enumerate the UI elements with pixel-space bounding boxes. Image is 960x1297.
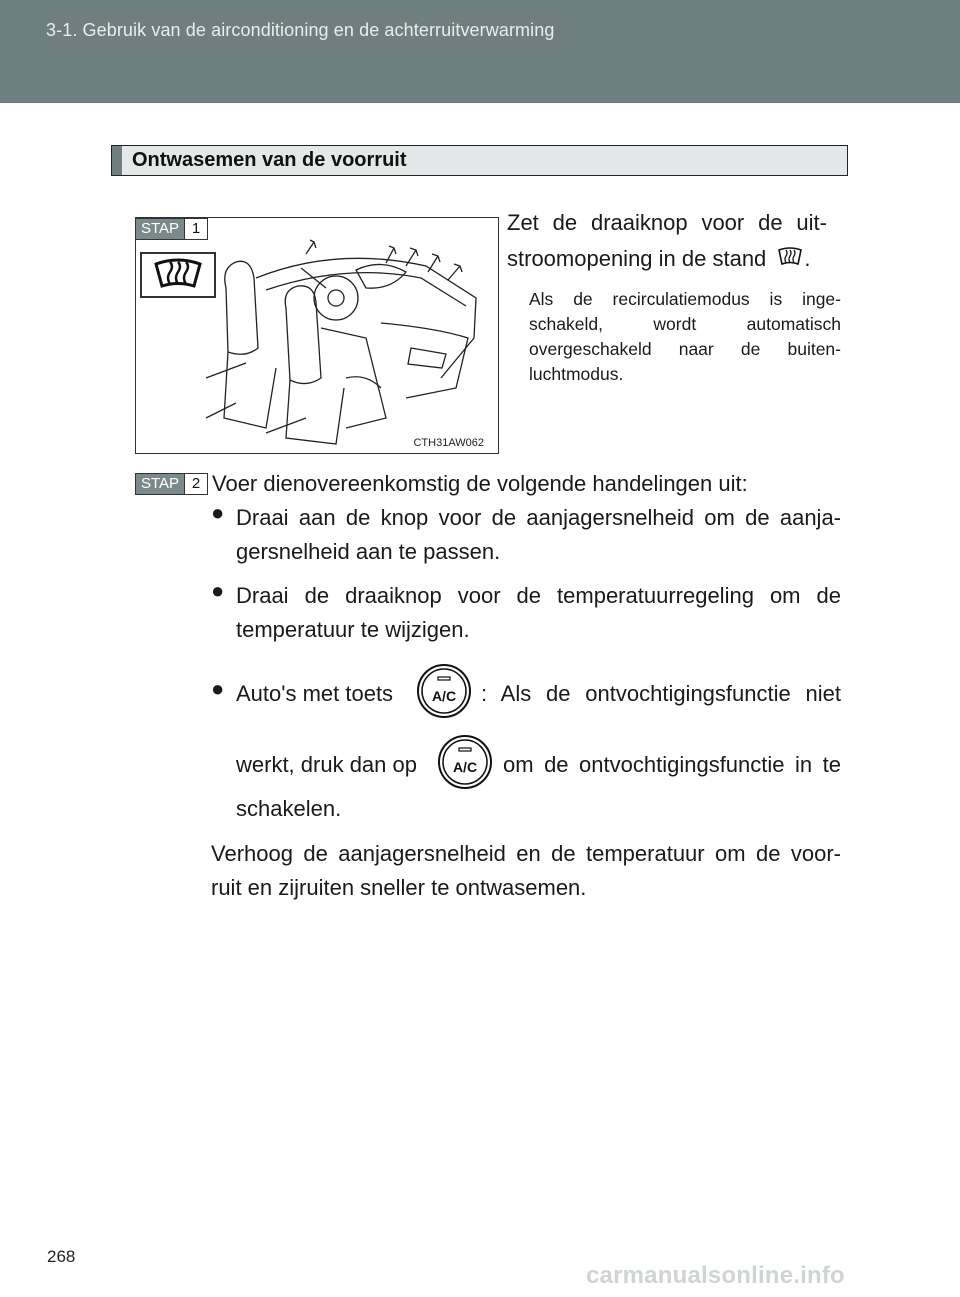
ac-button-label: A/C	[431, 688, 457, 704]
step-1-text-line2-end: .	[804, 246, 811, 271]
section-header-accent	[112, 146, 122, 175]
bullet-dot: ●	[211, 578, 225, 603]
note-line-4: luchtmodus.	[529, 364, 624, 384]
step-2-badge	[135, 473, 208, 495]
step-2-intro: Voer dienovereenkomstig de volgende handelingen uit:	[212, 471, 748, 496]
ac-bullet-part2: : Als de ontvochtigingsfunctie niet	[481, 681, 841, 706]
bullet-dot: ●	[211, 500, 225, 525]
chapter-header-bar	[0, 0, 960, 103]
defroster-icon	[140, 252, 216, 298]
step-badge-word: STAP	[136, 474, 184, 494]
ac-button-icon	[437, 734, 493, 790]
ac-bullet-part5: schakelen.	[236, 796, 342, 821]
step-1-text-line2-main: stroomopening in de stand	[507, 246, 767, 271]
bullet-1-line2: gersnelheid aan te passen.	[236, 539, 501, 564]
page-number: 268	[47, 1247, 76, 1266]
chapter-breadcrumb: 3-1. Gebruik van de airconditioning en de achterruitverwarming	[46, 20, 555, 40]
step-badge-word: STAP	[136, 219, 184, 239]
closing-line-2: ruit en zijruiten sneller te ontwasemen.	[211, 875, 587, 900]
section-title: Ontwasemen van de voorruit	[132, 149, 407, 171]
bullet-1-line1: Draai aan de knop voor de aanjagersnelheid om de aanja-	[236, 505, 841, 530]
ac-bullet-part4: om de ontvochtigingsfunctie in te	[503, 752, 841, 777]
car-interior-illustration	[206, 228, 496, 448]
watermark-text: carmanualsonline.info	[586, 1262, 845, 1289]
closing-line-1: Verhoog de aanjagersnelheid en de temperatuur om de voor-	[211, 841, 841, 866]
bullet-2-line2: temperatuur te wijzigen.	[236, 617, 470, 642]
figure-code: CTH31AW062	[413, 437, 484, 449]
defroster-inline-icon	[776, 246, 804, 270]
step-1-text-line2	[507, 241, 837, 277]
step-badge-number: 1	[184, 219, 207, 239]
car-interior-figure	[135, 217, 499, 454]
step-1-text-line1: Zet de draaiknop voor de uit-	[507, 210, 827, 235]
ac-button-icon	[416, 663, 472, 719]
ac-button-label: A/C	[452, 759, 478, 775]
bullet-2-line1: Draai de draaiknop voor de temperatuurregeling om de	[236, 583, 841, 608]
note-line-3: overgeschakeld naar de buiten-	[529, 339, 841, 359]
bullet-dot: ●	[211, 676, 225, 701]
ac-bullet-part3: werkt, druk dan op	[236, 752, 417, 777]
step-badge-number: 2	[184, 474, 207, 494]
note-line-1: Als de recirculatiemodus is inge-	[529, 289, 841, 309]
step-1-badge	[135, 218, 208, 240]
note-line-2: schakeld, wordt automatisch	[529, 314, 841, 334]
ac-bullet-part1: Auto's met toets	[236, 681, 394, 706]
section-header	[111, 145, 848, 176]
